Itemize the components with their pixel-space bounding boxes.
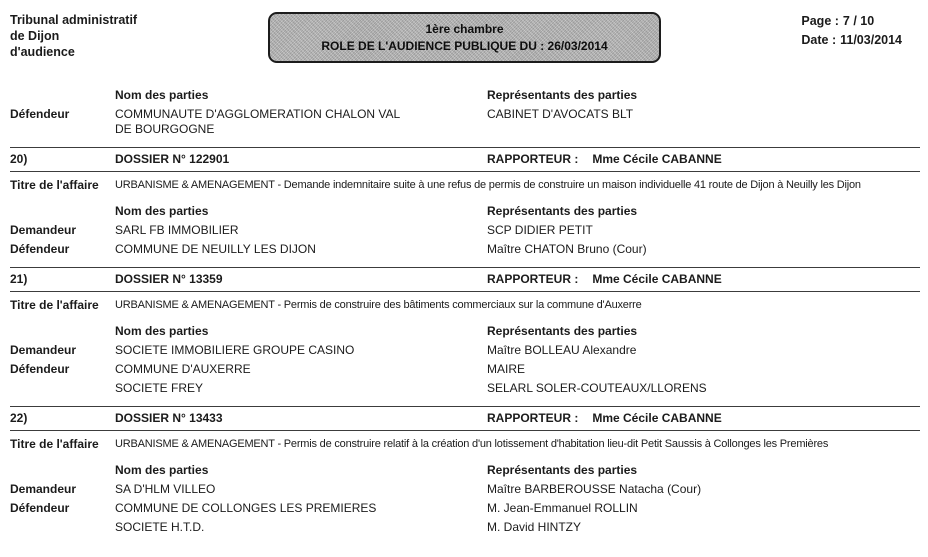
parties-column-header: Nom des parties [115, 88, 209, 102]
case-section [10, 267, 920, 398]
party-row [10, 341, 920, 360]
rapporteur-name: Mme Cécile CABANNE [592, 152, 722, 166]
case-section [10, 406, 920, 537]
representative-name: M. Jean-Emmanuel ROLLIN [487, 501, 638, 515]
representative-name: Maître BOLLEAU Alexandre [487, 343, 637, 357]
party-role: Demandeur [10, 223, 77, 237]
case-number: 22) [10, 411, 28, 425]
party-name: SA D'HLM VILLEO [115, 482, 216, 496]
parties-column-header: Nom des parties [115, 204, 209, 218]
representatives-column-header: Représentants des parties [487, 324, 638, 338]
court-name-line: Tribunal administratif [10, 13, 138, 27]
representative-name: SCP DIDIER PETIT [487, 223, 593, 237]
dossier-number: DOSSIER N° 122901 [115, 152, 230, 166]
party-role: Défendeur [10, 107, 70, 121]
party-rows [10, 480, 920, 537]
party-name: SARL FB IMMOBILIER [115, 223, 239, 237]
column-headers-row [10, 85, 920, 105]
audience-banner [268, 12, 661, 63]
rapporteur-label: RAPPORTEUR : [487, 411, 579, 425]
case-title-label: Titre de l'affaire [10, 437, 99, 451]
rapporteur-cell [487, 152, 920, 167]
parties-column-header: Nom des parties [115, 324, 209, 338]
case-header-row [10, 147, 920, 172]
audience-roll-title: ROLE DE L'AUDIENCE PUBLIQUE DU : 26/03/2014 [321, 38, 608, 53]
case-title-row [10, 298, 920, 313]
continued-case-parties [10, 85, 920, 139]
rapporteur-name: Mme Cécile CABANNE [592, 411, 722, 425]
case-list [10, 147, 920, 537]
party-name: SOCIETE H.T.D. [115, 520, 205, 534]
court-identity [10, 12, 268, 60]
representative-name: CABINET D'AVOCATS BLT [487, 107, 634, 121]
party-role: Demandeur [10, 343, 77, 357]
party-name: SOCIETE FREY [115, 381, 204, 395]
party-name: COMMUNE D'AUXERRE [115, 362, 251, 376]
party-role: Défendeur [10, 501, 70, 515]
case-title-row [10, 437, 920, 452]
audience-roll-body [0, 63, 928, 537]
party-role: Défendeur [10, 242, 70, 256]
party-name: COMMUNE DE NEUILLY LES DIJON [115, 242, 316, 256]
rapporteur-cell [487, 411, 920, 426]
party-rows [10, 105, 920, 139]
party-row [10, 499, 920, 518]
case-number: 20) [10, 152, 28, 166]
chamber-title: 1ère chambre [425, 21, 504, 36]
party-rows [10, 221, 920, 259]
page-number: 7 / 10 [842, 14, 875, 28]
case-title: URBANISME & AMENAGEMENT - Permis de construire des bâtiments commerciaux sur la commune d'Auxerre [115, 299, 642, 311]
dossier-number: DOSSIER N° 13359 [115, 272, 223, 286]
rapporteur-label: RAPPORTEUR : [487, 152, 579, 166]
party-name: COMMUNAUTE D'AGGLOMERATION CHALON VAL DE BOURGOGNE [115, 107, 400, 136]
party-row [10, 379, 920, 398]
representative-name: Maître BARBEROUSSE Natacha (Cour) [487, 482, 702, 496]
dossier-number: DOSSIER N° 13433 [115, 411, 223, 425]
representative-name: MAIRE [487, 362, 526, 376]
rapporteur-label: RAPPORTEUR : [487, 272, 579, 286]
representative-name: SELARL SOLER-COUTEAUX/LLORENS [487, 381, 707, 395]
representatives-column-header: Représentants des parties [487, 88, 638, 102]
case-title-label: Titre de l'affaire [10, 298, 99, 312]
party-row [10, 240, 920, 259]
representatives-column-header: Représentants des parties [487, 463, 638, 477]
column-headers-row [10, 460, 920, 480]
case-header-row [10, 267, 920, 292]
document-date: 11/03/2014 [840, 33, 902, 47]
page-info [801, 12, 902, 50]
representative-name: M. David HINTZY [487, 520, 582, 534]
date-label: Date : [801, 33, 837, 47]
party-rows [10, 341, 920, 398]
column-headers-row [10, 321, 920, 341]
case-title: URBANISME & AMENAGEMENT - Demande indemnitaire suite à une refus de permis de construire un maison individuelle 41 route de Dijon à Neuilly les Dijon [115, 179, 861, 191]
page-label: Page : [801, 14, 839, 28]
party-role: Défendeur [10, 362, 70, 376]
representatives-column-header: Représentants des parties [487, 204, 638, 218]
case-number: 21) [10, 272, 28, 286]
party-row [10, 221, 920, 240]
case-title-label: Titre de l'affaire [10, 178, 99, 192]
parties-column-header: Nom des parties [115, 463, 209, 477]
date-line [801, 31, 902, 50]
rapporteur-cell [487, 272, 920, 287]
party-row [10, 105, 920, 139]
party-name: SOCIETE IMMOBILIERE GROUPE CASINO [115, 343, 355, 357]
party-row [10, 480, 920, 499]
case-title: URBANISME & AMENAGEMENT - Permis de construire relatif à la création d'un lotissement d'habitation lieu-dit Petit Saussis à Collonges les Premières [115, 438, 829, 450]
court-audience-line: d'audience [10, 45, 75, 59]
party-row [10, 360, 920, 379]
party-name: COMMUNE DE COLLONGES LES PREMIERES [115, 501, 377, 515]
court-city-line: de Dijon [10, 29, 60, 43]
document-header [0, 0, 928, 63]
party-role: Demandeur [10, 482, 77, 496]
column-headers-row [10, 201, 920, 221]
case-section [10, 147, 920, 259]
representative-name: Maître CHATON Bruno (Cour) [487, 242, 647, 256]
case-title-row [10, 178, 920, 193]
case-header-row [10, 406, 920, 431]
rapporteur-name: Mme Cécile CABANNE [592, 272, 722, 286]
party-row [10, 518, 920, 537]
page-number-line [801, 12, 902, 31]
